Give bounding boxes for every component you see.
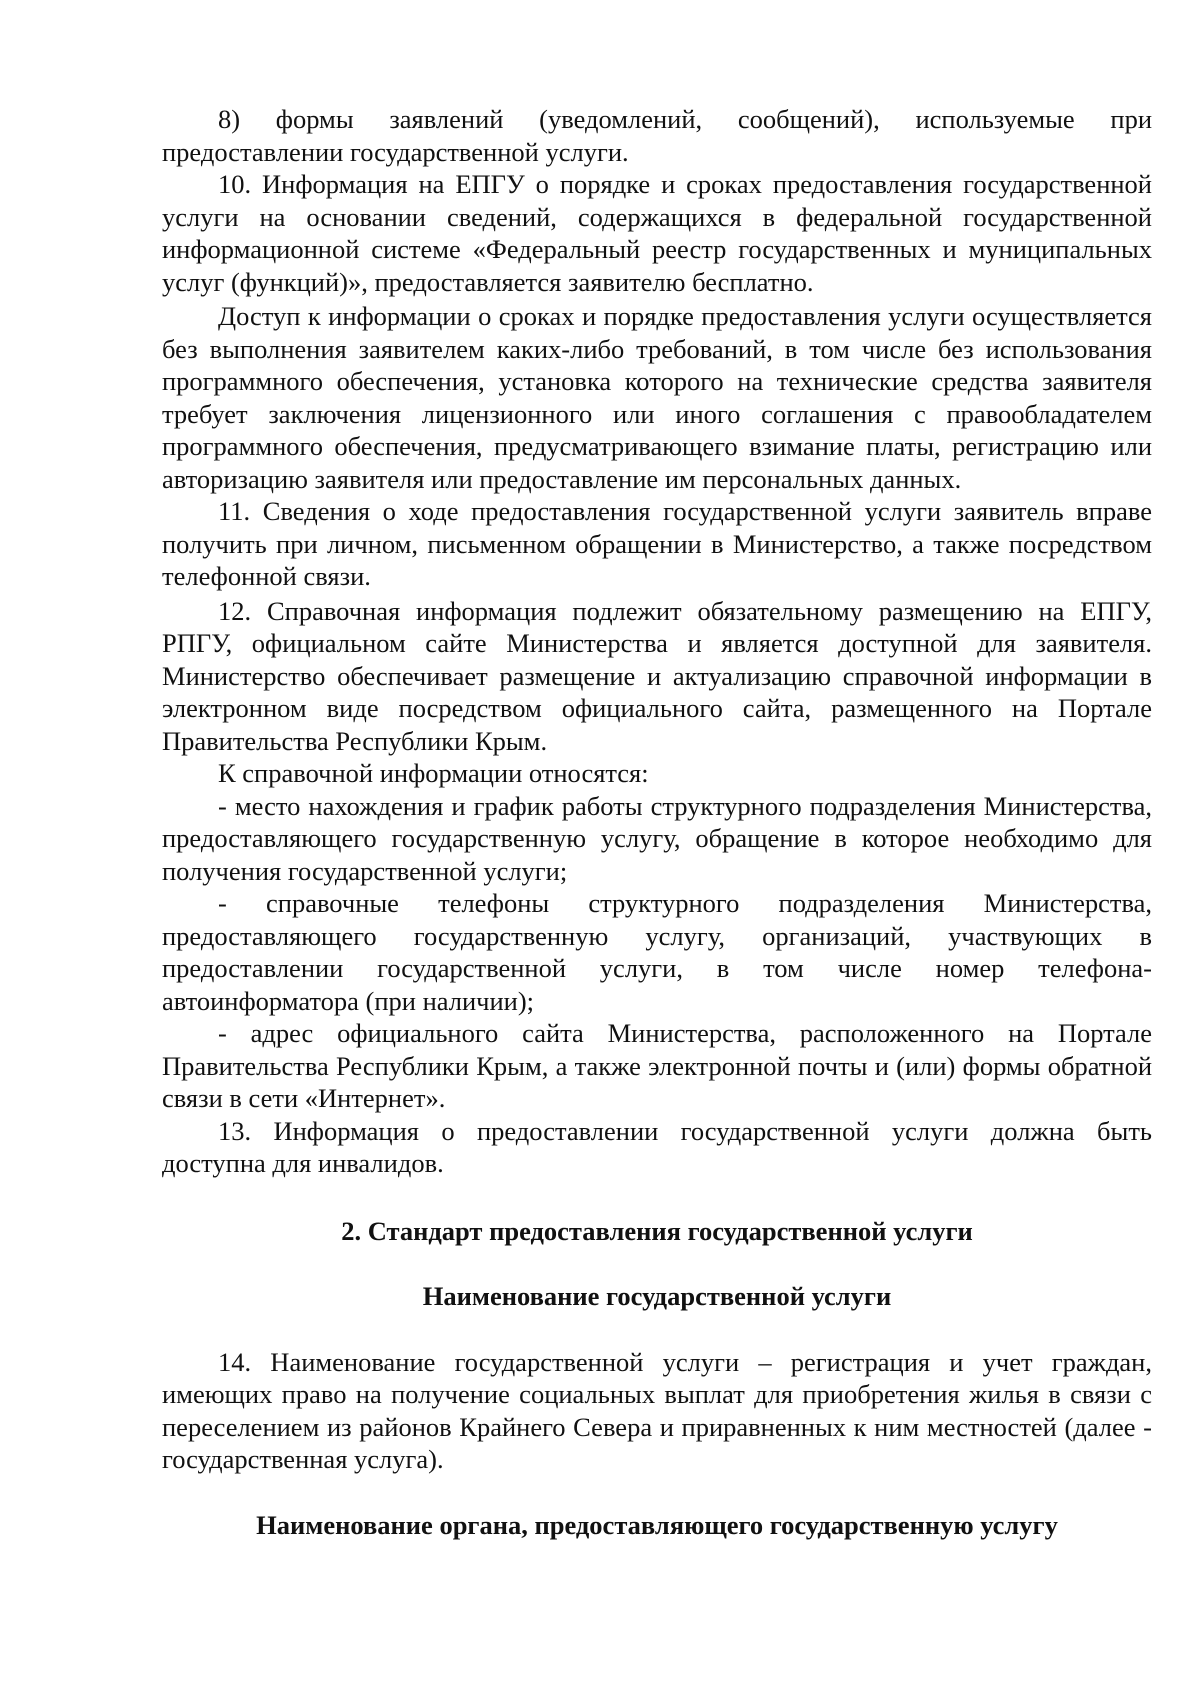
paragraph-access: Доступ к информации о сроках и порядке предоставления услуги осуществляется без выполнения заявителем каких-либо требований, в том числе без использования программного обеспечения, установка которого на технические средства заявителя требует заключения лицензионного или иного соглашения с правообладателем программного обеспечения, предусматривающего взимание платы, регистрацию или авторизацию заявителя или предоставление им персональных данных.	[162, 301, 1152, 494]
subheading-service-name: Наименование государственной услуги	[422, 1281, 892, 1311]
paragraph-12: 12. Справочная информация подлежит обязательному размещению на ЕПГУ, РПГУ, официальном сайте Министерства и является доступной для заявителя. Министерство обеспечивает размещение и актуализацию справочной информации в электронном виде посредством официального сайта, размещенного на Портале Правительства Республики Крым.	[162, 595, 1152, 756]
paragraph-reference-info: К справочной информации относятся:	[218, 758, 649, 788]
paragraph-10: 10. Информация на ЕПГУ о порядке и сроках предоставления государственной услуги на основании сведений, содержащихся в федеральной государственной информационной системе «Федеральный реестр государственных и муниципальных услуг (функций)», предоставляется заявителю бесплатно.	[162, 169, 1152, 297]
list-item-location: - место нахождения и график работы структурного подразделения Министерства, предоставляющего государственную услугу, обращение в которое необходимо для получения государственной услуги;	[162, 790, 1152, 886]
paragraph-13: 13. Информация о предоставлении государственной услуги должна быть доступна для инвалидов.	[162, 1115, 1152, 1178]
paragraph-14: 14. Наименование государственной услуги – регистрация и учет граждан, имеющих право на получение социальных выплат для приобретения жилья в связи с переселением из районов Крайнего Севера и приравненных к ним местностей (далее - государственная услуга).	[162, 1346, 1152, 1474]
paragraph-11: 11. Сведения о ходе предоставления государственной услуги заявитель вправе получить при личном, письменном обращении в Министерство, а также посредством телефонной связи.	[162, 496, 1152, 591]
subheading-authority-name: Наименование органа, предоставляющего государственную услугу	[256, 1509, 1058, 1540]
document-page	[162, 103, 1152, 1541]
section-heading: 2. Стандарт предоставления государственной услуги	[341, 1215, 973, 1246]
list-item-phones: - справочные телефоны структурного подразделения Министерства, предоставляющего государственную услугу, организаций, участвующих в предоставлении государственной услуги, в том числе номер телефона-автоинформатора (при наличии);	[162, 888, 1152, 1016]
list-item-website: - адрес официального сайта Министерства, расположенного на Портале Правительства Республики Крым, а также электронной почты и (или) формы обратной связи в сети «Интернет».	[162, 1018, 1152, 1113]
paragraph-item-8: 8) формы заявлений (уведомлений, сообщений), используемые при предоставлении государственной услуги.	[162, 104, 1152, 167]
